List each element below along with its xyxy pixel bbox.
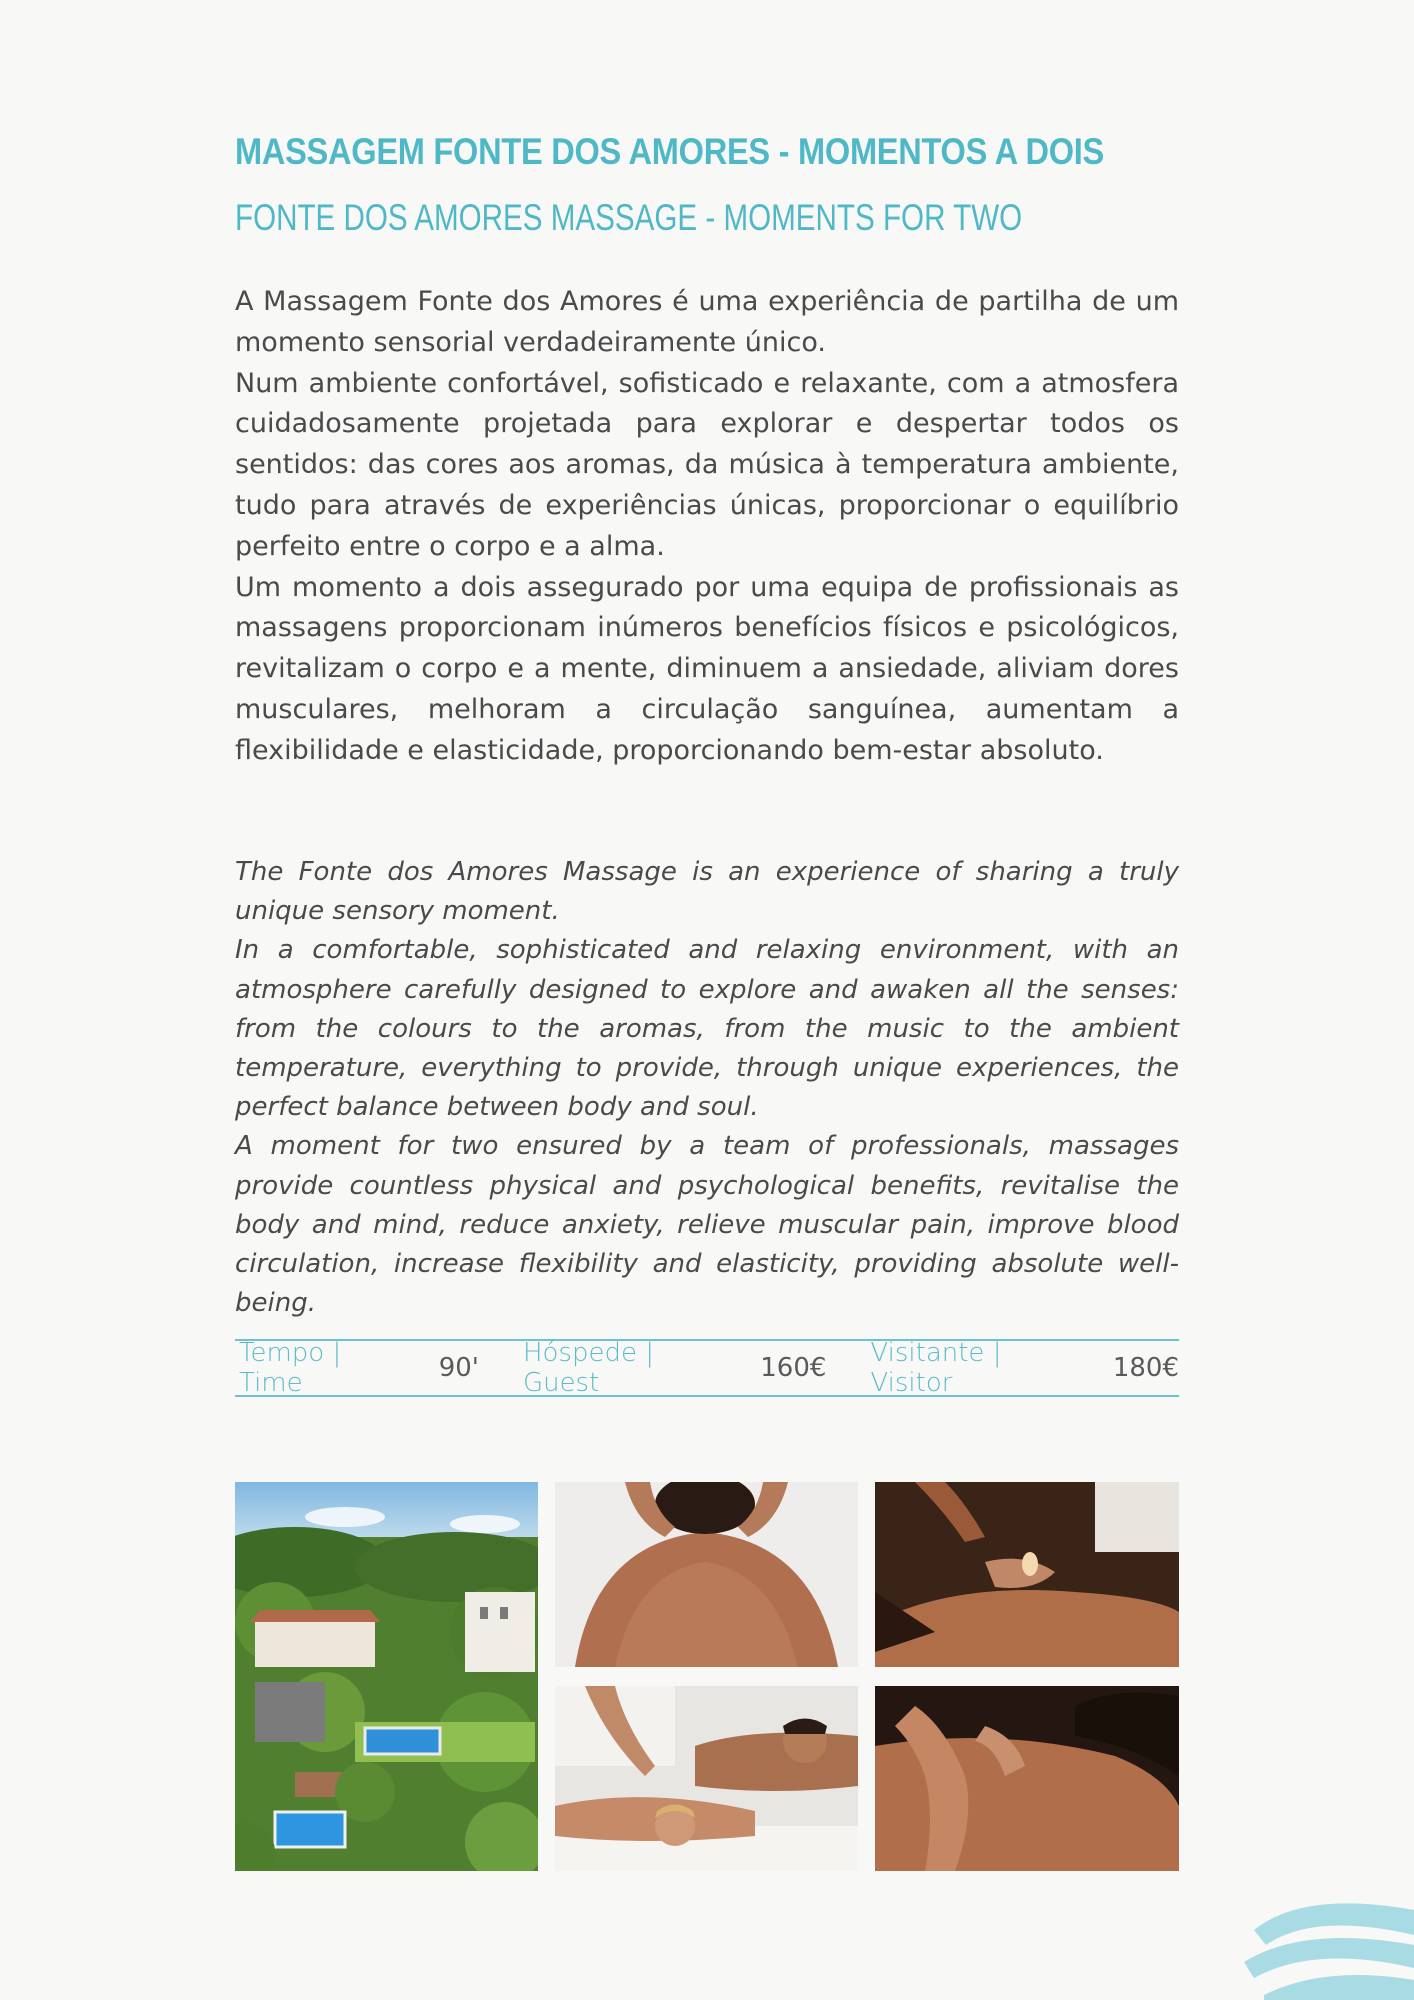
paragraph: The Fonte dos Amores Massage is an experience of sharing a truly unique sensory moment. [235, 857, 1179, 927]
pricing-bar [235, 1339, 1179, 1397]
page-title: MASSAGEM FONTE DOS AMORES - MOMENTOS A DOIS [235, 131, 1105, 172]
photo-gallery [235, 1482, 1179, 1871]
visitor-price-label: Visitante | Visitor [870, 1338, 1002, 1398]
page-subtitle: FONTE DOS AMORES MASSAGE - MOMENTS FOR TWO [235, 197, 1023, 238]
guest-price-label: Hóspede | Guest [522, 1338, 654, 1398]
description-portuguese [235, 282, 1179, 772]
couple-massage-photo [555, 1686, 858, 1871]
oil-massage-photo [875, 1482, 1179, 1667]
time-label: Tempo | Time [239, 1338, 342, 1398]
waves-icon [1244, 1890, 1414, 2000]
visitor-price-value: 180€ [1112, 1353, 1180, 1383]
deep-tissue-massage-photo [875, 1686, 1179, 1871]
paragraph: Num ambiente confortável, sofisticado e relaxante, com a atmosfera cuidadosamente projetada para explorar e despertar todos os sentidos: das cores aos aromas, da música à temperatura ambiente, tudo para através de experiências únicas, proporcionar o equilíbrio perfeito entre o corpo e a alma. [235, 367, 1179, 562]
paragraph: Um momento a dois assegurado por uma equipa de profissionais as massagens proporcionam inúmeros benefícios físicos e psicológicos, revitalizam o corpo e a mente, diminuem a ansiedade, aliviam dores musculares, melhoram a circulação sanguínea, aumentam a flexibilidade e elasticidade, proporcionando bem-estar absoluto. [235, 571, 1179, 766]
resort-aerial-photo [235, 1482, 538, 1871]
paragraph: A Massagem Fonte dos Amores é uma experiência de partilha de um momento sensorial verdadeiramente único. [235, 286, 1179, 358]
back-massage-photo [555, 1482, 858, 1667]
paragraph: In a comfortable, sophisticated and relaxing environment, with an atmosphere carefully designed to explore and awaken all the senses: from the colours to the aromas, from the music to the ambient temperature, everything to provide, through unique experiences, the perfect balance between body and soul. [235, 935, 1179, 1123]
guest-price-value: 160€ [760, 1353, 827, 1383]
description-english [235, 853, 1179, 1323]
paragraph: A moment for two ensured by a team of professionals, massages provide countless physical and psychological benefits, revitalise the body and mind, reduce anxiety, relieve muscular pain, improve blood circulation, increase flexibility and elasticity, providing absolute well-being. [235, 1131, 1179, 1319]
time-value: 90' [438, 1353, 479, 1383]
